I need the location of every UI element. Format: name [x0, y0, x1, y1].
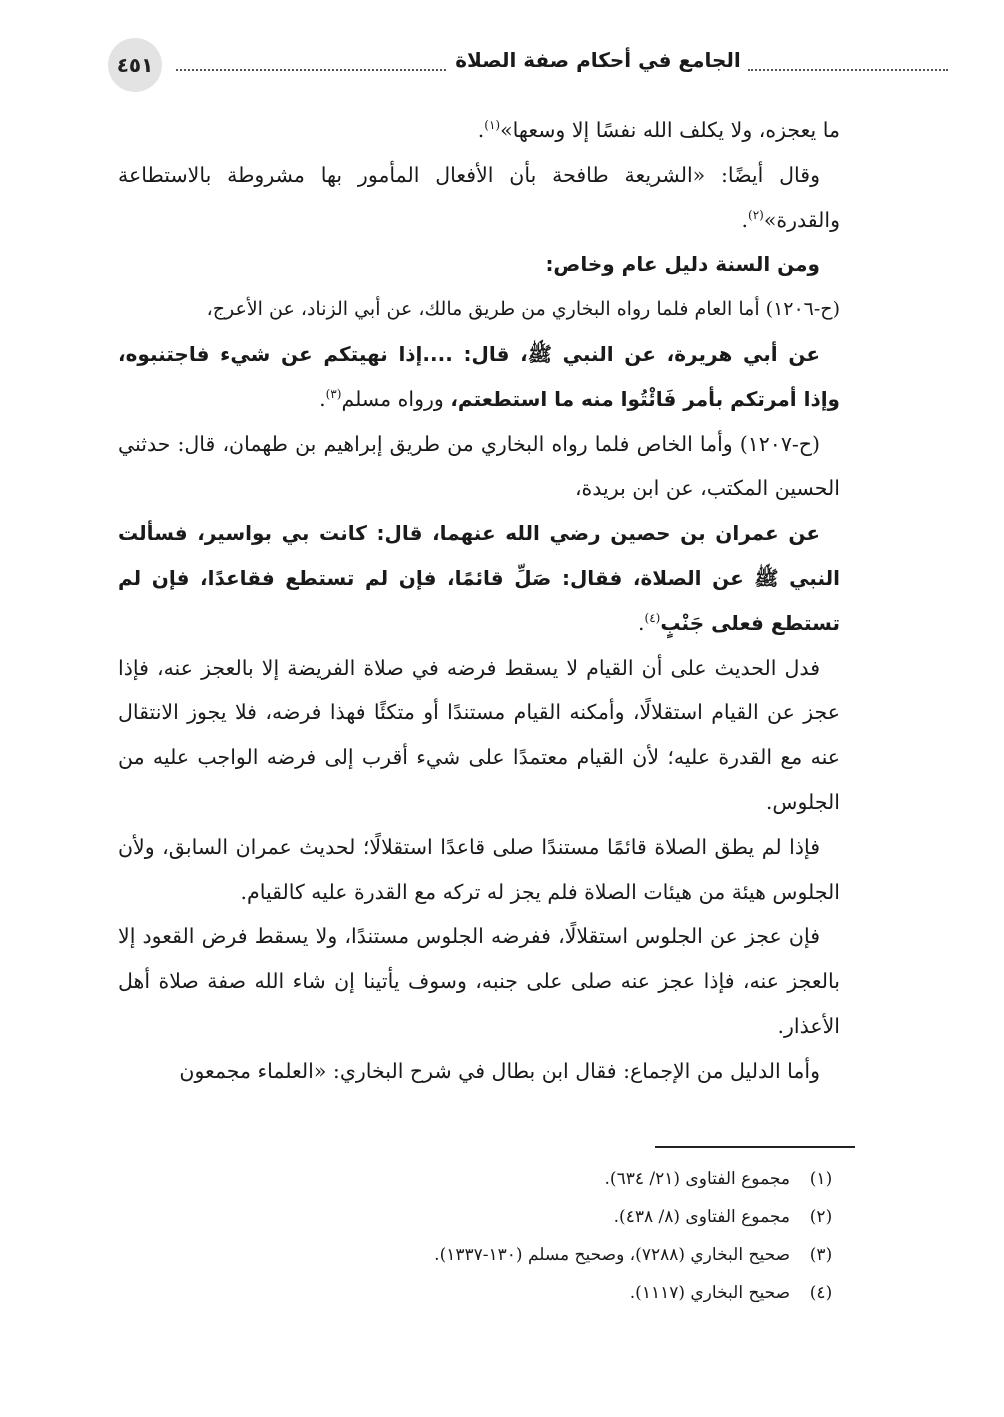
footnote-ref: (١): [484, 118, 501, 133]
footnotes: [118, 1160, 838, 1312]
hadith-text: عن عمران بن حصين رضي الله عنهما، قال: كانت بي بواسير، فسألت النبي ﷺ عن الصلاة، فقال: صَلِّ قائمًا، فإن لم تستطع فقاعدًا، فإن لم تستطع فعلى جَنْبٍ$^{(٤)}$.: [118, 521, 840, 635]
header-dotted-rule-left: [176, 69, 446, 71]
footnote-ref: (٢): [748, 207, 764, 222]
footnote-separator: [655, 1146, 855, 1148]
footnote: (١) مجموع الفتاوى (٢١/ ٦٣٤).: [604, 1169, 833, 1189]
section-heading: ومن السنة دليل عام وخاص:: [545, 252, 820, 277]
footnote-ref: (٤): [644, 610, 661, 625]
footnote: (٣) صحيح البخاري (٧٢٨٨)، وصحيح مسلم (١٣٠-١٣٣٧).: [434, 1245, 833, 1265]
hadith-chain: (ح-١٢٠٦) أما العام فلما رواه البخاري من طريق مالك، عن أبي الزناد، عن الأعرج،: [206, 298, 840, 321]
paragraph: وقال أيضًا: «الشريعة طافحة بأن الأفعال المأمور بها مشروطة بالاستطاعة والقدرة»$^{(٢)}$.: [118, 162, 840, 232]
hadith-chain: (ح-١٢٠٧) وأما الخاص فلما رواه البخاري من طريق إبراهيم بن طهمان، قال: حدثني الحسين المكتب، عن ابن بريدة،: [118, 431, 840, 501]
paragraph: فإذا لم يطق الصلاة قائمًا مستندًا صلى قاعدًا استقلالًا؛ لحديث عمران السابق، ولأن الجلوس هيئة من هيئات الصلاة فلم يجز له تركه مع القدرة عليه كالقيام.: [118, 834, 840, 904]
running-title: الجامع في أحكام صفة الصلاة: [455, 48, 741, 72]
footnote: (٢) مجموع الفتاوى (٨/ ٤٣٨).: [613, 1207, 833, 1227]
paragraph: فإن عجز عن الجلوس استقلالًا، ففرضه الجلوس مستندًا، ولا يسقط فرض القعود إلا بالعجز عنه، فإذا عجز عنه صلى على جنبه، وسوف يأتينا إن شاء الله صفة صلاة أهل الأعذار.: [118, 924, 840, 1038]
main-text: [118, 108, 840, 1094]
paragraph: وأما الدليل من الإجماع: فقال ابن بطال في شرح البخاري: «العلماء مجمعون: [179, 1058, 820, 1083]
page-number: ٤٥١: [116, 53, 154, 77]
page-header: [108, 38, 848, 102]
hadith-text: عن أبي هريرة، عن النبي ﷺ، قال: ....إذا نهيتكم عن شيء فاجتنبوه، وإذا أمرتكم بأمر فَائْتُوا منه ما استطعتم، ورواه مسلم$^{(٣)}$.: [118, 341, 840, 411]
header-dotted-rule-right: [748, 69, 948, 71]
page-number-badge: [108, 38, 162, 92]
paragraph: فدل الحديث على أن القيام لا يسقط فرضه في صلاة الفريضة إلا بالعجز عنه، فإذا عجز عن القيام استقلالًا، وأمكنه القيام مستندًا أو متكئًا فهذا فرضه، فلا يجوز الانتقال عنه مع القدرة عليه؛ لأن القيام معتمدًا على شيء أقرب إلى فرضه الواجب عليه من الجلوس.: [118, 655, 840, 814]
footnote: (٤) صحيح البخاري (١١١٧).: [629, 1283, 833, 1303]
paragraph: ما يعجزه، ولا يكلف الله نفسًا إلا وسعها»$^{(١)}$.: [477, 118, 840, 142]
footnote-ref: (٣): [325, 386, 342, 401]
